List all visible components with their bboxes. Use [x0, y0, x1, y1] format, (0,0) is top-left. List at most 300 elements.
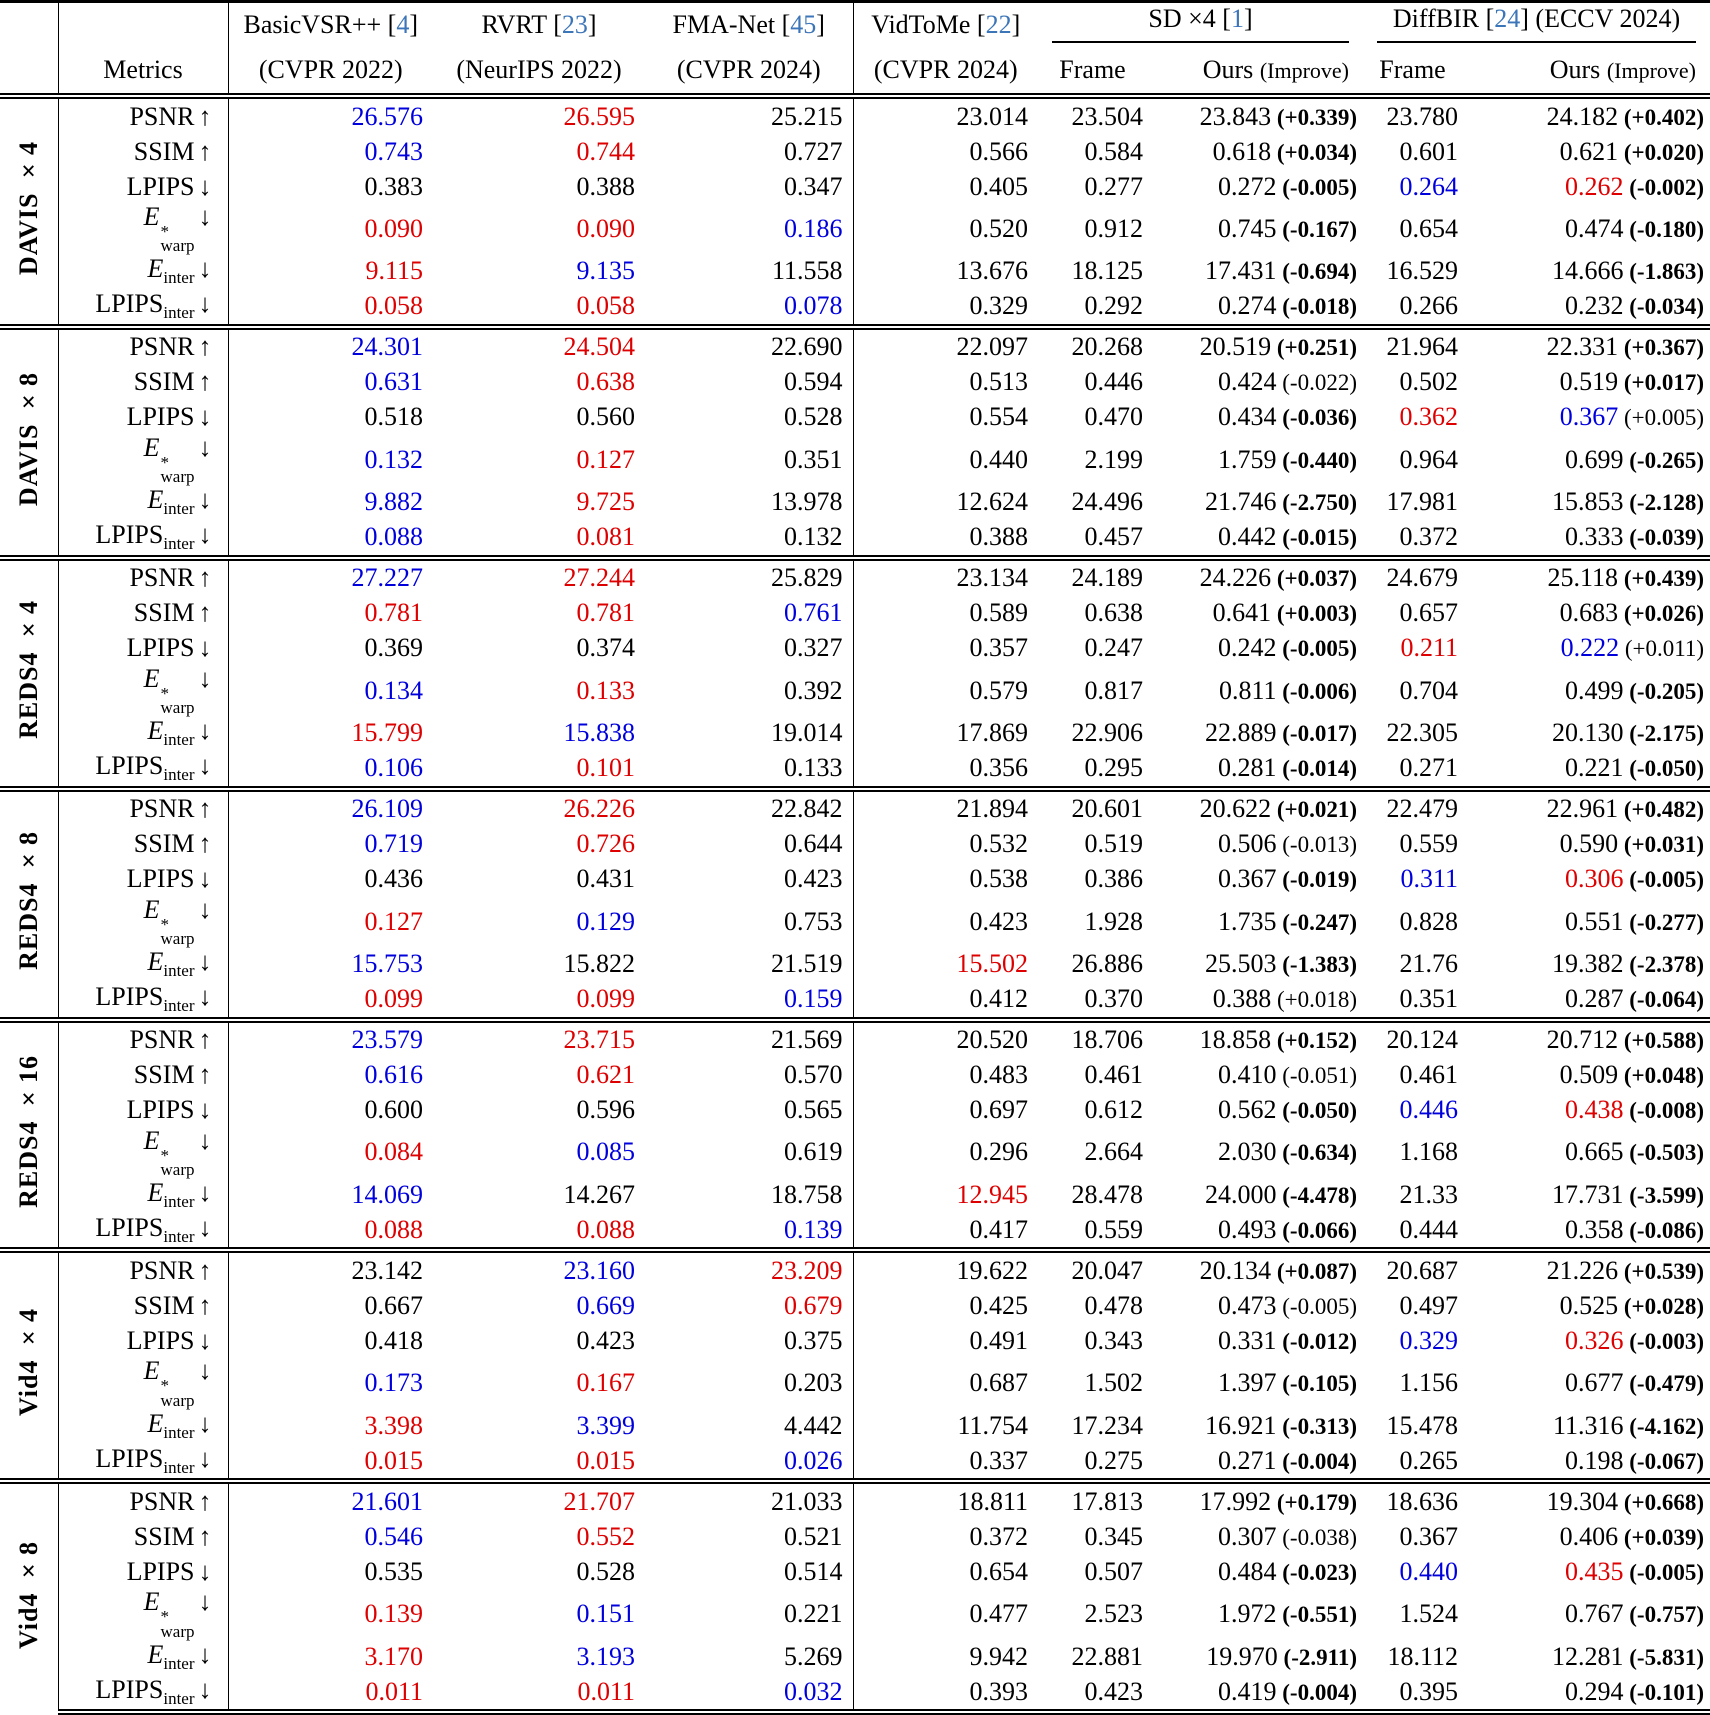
value-cell: 14.666 (-1.863) [1552, 256, 1704, 286]
value-cell: 11.754 [957, 1410, 1028, 1440]
value-cell: 0.134 [364, 675, 423, 705]
table-row [0, 666, 1710, 716]
value-cell: 0.271 [1399, 753, 1458, 783]
value-cell: 0.388 (+0.018) [1212, 984, 1357, 1013]
metric-label: $E_{inter}$ ↓ [58, 254, 228, 289]
value-cell: 1.502 [1084, 1368, 1143, 1398]
improvement-delta: (+0.048) [1618, 1063, 1704, 1088]
value-cell: 0.410 (-0.051) [1218, 1060, 1357, 1089]
value-cell: 21.519 [645, 947, 853, 982]
value-cell: 20.268 [1038, 327, 1153, 365]
citation-link[interactable]: 45 [790, 10, 817, 39]
value-cell: 0.203 [645, 1358, 853, 1408]
value-cell: 23.843 (+0.339) [1199, 101, 1357, 131]
improvement-delta: (-0.008) [1623, 1098, 1704, 1123]
arrow-down-icon: ↓ [198, 202, 212, 231]
metric-label: SSIM ↑ [58, 1058, 228, 1093]
value-cell: 0.477 [969, 1599, 1028, 1629]
arrow-up-icon: ↑ [198, 1486, 212, 1516]
metric-label: $E_{inter}$ ↓ [58, 947, 228, 982]
value-cell: 0.470 [1084, 402, 1143, 432]
table-row [0, 751, 1710, 789]
value-cell: 14.267 [563, 1179, 635, 1209]
improvement-delta: (-4.478) [1276, 1182, 1357, 1208]
arrow-down-icon: ↓ [198, 402, 212, 432]
value-cell: 18.636 [1363, 1481, 1468, 1519]
method-name: BasicVSR++ [243, 10, 382, 39]
improvement-delta: (+0.028) [1618, 1293, 1704, 1319]
value-cell: 11.316 (-4.162) [1552, 1410, 1704, 1440]
value-cell: 0.271 (-0.004) [1218, 1445, 1357, 1475]
dataset-label [0, 1250, 58, 1481]
improvement-delta: (+0.005) [1618, 405, 1704, 431]
value-cell: 0.560 [576, 402, 635, 432]
value-cell: 20.601 [1038, 789, 1153, 827]
value-cell: 0.088 [576, 1214, 635, 1244]
value-cell: 0.367 (+0.005) [1559, 402, 1704, 432]
value-cell: 23.715 [433, 1020, 645, 1058]
value-cell: 0.667 [364, 1290, 423, 1320]
improvement-delta: (+0.179) [1271, 1489, 1357, 1515]
table-row [0, 1250, 1710, 1288]
metric-label: LPIPS ↓ [58, 862, 228, 897]
metric-label: LPIPS ↓ [58, 400, 228, 435]
value-cell: 0.665 (-0.503) [1565, 1137, 1704, 1167]
arrow-down-icon: ↓ [198, 1095, 212, 1124]
improvement-delta: (-0.067) [1623, 1448, 1704, 1474]
value-cell: 24.182 (+0.402) [1546, 101, 1704, 131]
value-cell: 0.393 [853, 1674, 1038, 1712]
table-row [0, 897, 1710, 947]
improvement-delta: (-0.105) [1276, 1371, 1357, 1397]
value-cell: 26.226 [433, 789, 645, 827]
improvement-delta: (-0.005) [1623, 867, 1704, 893]
value-cell: 22.479 [1363, 789, 1468, 827]
value-cell: 22.889 (-0.017) [1205, 718, 1357, 748]
value-cell: 0.015 [364, 1445, 423, 1475]
value-cell: 0.431 [576, 864, 635, 894]
improvement-delta: (+0.037) [1271, 566, 1357, 592]
value-cell: 0.388 [969, 522, 1028, 552]
table-row [0, 1058, 1710, 1093]
value-cell: 0.612 [1084, 1095, 1143, 1124]
arrow-up-icon: ↑ [198, 1025, 212, 1054]
arrow-down-icon: ↓ [198, 751, 212, 781]
corner-cell [0, 2, 58, 48]
value-cell: 0.584 [1084, 136, 1143, 166]
value-cell: 0.242 (-0.005) [1218, 633, 1357, 663]
value-cell: 0.551 (-0.277) [1565, 906, 1704, 936]
arrow-up-icon: ↑ [198, 829, 212, 859]
value-cell: 9.725 [576, 487, 635, 517]
arrow-down-icon: ↓ [198, 1356, 212, 1386]
arrow-down-icon: ↓ [198, 1556, 212, 1586]
value-cell: 0.357 [969, 633, 1028, 663]
value-cell: 22.906 [1071, 718, 1143, 748]
metric-label: $LPIPS_{inter}$ ↓ [58, 520, 228, 558]
value-cell: 17.431 (-0.694) [1205, 256, 1357, 286]
value-cell: 0.644 [645, 827, 853, 862]
value-cell: 20.712 (+0.588) [1468, 1020, 1710, 1058]
improvement-delta: (-0.086) [1623, 1217, 1704, 1243]
value-cell: 0.596 [576, 1095, 635, 1124]
value-cell: 24.000 (-4.478) [1205, 1179, 1357, 1209]
value-cell: 2.664 [1084, 1137, 1143, 1167]
value-cell: 26.595 [563, 101, 635, 131]
value-cell: 0.351 [1399, 984, 1458, 1013]
table-row [0, 1589, 1710, 1639]
value-cell: 0.474 (-0.180) [1565, 213, 1704, 243]
citation-link[interactable]: 1 [1230, 4, 1244, 33]
value-cell: 0.275 [1084, 1445, 1143, 1475]
value-cell: 0.388 [576, 171, 635, 201]
metric-label: SSIM ↑ [58, 134, 228, 169]
value-cell: 20.047 [1038, 1250, 1153, 1288]
value-cell: 0.506 (-0.013) [1218, 829, 1357, 859]
arrow-down-icon: ↓ [198, 894, 212, 924]
value-cell: 15.853 (-2.128) [1552, 487, 1704, 517]
metric-label: SSIM ↑ [58, 596, 228, 631]
value-cell: 15.753 [351, 949, 423, 978]
value-cell: 0.638 [1084, 598, 1143, 628]
metric-label: PSNR ↑ [58, 327, 228, 365]
value-cell: 12.624 [956, 487, 1028, 517]
metric-label: $E_{inter}$ ↓ [58, 716, 228, 751]
value-cell: 23.142 [228, 1250, 433, 1288]
subcol-diffbir-ours: Ours (Improve) [1468, 47, 1710, 96]
table-row [0, 947, 1710, 982]
improvement-delta: (-0.015) [1276, 525, 1357, 551]
value-cell: 0.538 [969, 864, 1028, 894]
value-cell: 1.972 (-0.551) [1218, 1599, 1357, 1629]
value-cell: 0.425 [969, 1290, 1028, 1320]
metric-label: SSIM ↑ [58, 1519, 228, 1554]
value-cell: 23.579 [228, 1020, 433, 1058]
value-cell: 21.601 [228, 1481, 433, 1519]
value-cell: 1.759 (-0.440) [1218, 444, 1357, 474]
metric-label: $LPIPS_{inter}$ ↓ [58, 289, 228, 327]
value-cell: 0.081 [576, 522, 635, 552]
value-cell: 0.621 (+0.020) [1559, 136, 1704, 166]
value-cell: 22.331 (+0.367) [1468, 327, 1710, 365]
dataset-label-text: REDS4 ×16 [13, 1055, 43, 1208]
value-cell: 0.173 [364, 1368, 423, 1398]
table-row [0, 827, 1710, 862]
table-row [0, 204, 1710, 254]
arrow-down-icon: ↓ [198, 1674, 212, 1704]
improvement-delta: (+0.087) [1271, 1258, 1357, 1284]
table-row [0, 365, 1710, 400]
method-name: VidToMe [871, 10, 971, 39]
arrow-down-icon: ↓ [198, 1639, 212, 1669]
value-cell: 9.942 [969, 1641, 1028, 1671]
improvement-delta: (+0.439) [1618, 566, 1704, 592]
improvement-delta: (-5.831) [1623, 1644, 1704, 1670]
metric-label: E * warp ↓ [58, 435, 228, 485]
table-row [0, 169, 1710, 204]
table-row [0, 1177, 1710, 1212]
value-cell: 0.090 [576, 213, 635, 243]
table-row [0, 1093, 1710, 1128]
value-cell: 0.265 [1399, 1445, 1458, 1475]
value-cell: 0.619 [645, 1128, 853, 1178]
improvement-delta: (-0.050) [1623, 756, 1704, 782]
arrow-down-icon: ↓ [198, 254, 212, 284]
value-cell: 0.493 (-0.066) [1218, 1214, 1357, 1244]
dataset-label-text: DAVIS ×4 [13, 140, 43, 275]
improvement-delta: (+0.011) [1619, 636, 1704, 662]
value-cell: 0.106 [364, 753, 423, 783]
improvement-delta: (-0.022) [1276, 370, 1357, 396]
value-cell: 21.226 (+0.539) [1468, 1250, 1710, 1288]
value-cell: 0.266 [1399, 291, 1458, 321]
improvement-delta: (-0.066) [1276, 1217, 1357, 1243]
value-cell: 0.347 [645, 169, 853, 204]
value-cell: 1.524 [1399, 1599, 1458, 1629]
improvement-delta: (-2.378) [1623, 952, 1704, 977]
improvement-delta: (-0.003) [1623, 1328, 1704, 1354]
value-cell: 21.569 [645, 1020, 853, 1058]
value-cell: 0.327 [645, 631, 853, 666]
value-cell: 1.156 [1399, 1368, 1458, 1398]
value-cell: 0.392 [645, 666, 853, 716]
arrow-down-icon: ↓ [198, 1212, 212, 1242]
table-row [0, 96, 1710, 134]
improvement-delta: (-0.479) [1623, 1371, 1704, 1397]
improvement-delta: (-4.162) [1623, 1413, 1704, 1439]
improvement-delta: (-0.002) [1623, 174, 1704, 200]
method-name: RVRT [481, 10, 547, 39]
citation-link[interactable]: 22 [985, 10, 1012, 39]
value-cell: 1.397 (-0.105) [1218, 1368, 1357, 1398]
value-cell: 18.758 [645, 1177, 853, 1212]
value-cell: 0.743 [364, 136, 423, 166]
value-cell: 0.417 [969, 1214, 1028, 1244]
improvement-delta: (-3.599) [1623, 1182, 1704, 1208]
value-cell: 0.333 (-0.039) [1565, 522, 1704, 552]
value-cell: 20.520 [853, 1020, 1038, 1058]
table-row [0, 254, 1710, 289]
value-cell: 0.491 [969, 1325, 1028, 1355]
value-cell: 0.600 [364, 1095, 423, 1124]
improvement-delta: (-0.247) [1276, 909, 1357, 935]
value-cell: 0.519 (+0.017) [1559, 367, 1704, 397]
value-cell: 0.513 [969, 367, 1028, 397]
improvement-delta: (-0.440) [1276, 447, 1357, 473]
value-cell: 0.753 [645, 897, 853, 947]
value-cell: 0.528 [645, 400, 853, 435]
value-cell: 0.528 [576, 1556, 635, 1586]
value-cell: 0.781 [364, 598, 423, 628]
value-cell: 0.442 (-0.015) [1218, 522, 1357, 552]
dataset-label-text: Vid4 ×8 [13, 1540, 43, 1649]
arrow-down-icon: ↓ [198, 864, 212, 894]
value-cell: 0.499 (-0.205) [1565, 675, 1704, 705]
value-cell: 0.186 [645, 204, 853, 254]
value-cell: 0.744 [576, 136, 635, 166]
value-cell: 0.139 [645, 1212, 853, 1250]
value-cell: 0.484 (-0.023) [1218, 1556, 1357, 1586]
value-cell: 23.780 [1386, 101, 1458, 131]
improvement-delta: (-0.313) [1276, 1413, 1357, 1439]
value-cell: 0.811 (-0.006) [1218, 675, 1357, 705]
value-cell: 0.440 [1399, 1556, 1458, 1586]
value-cell: 0.232 (-0.034) [1565, 291, 1704, 321]
citation-link[interactable]: 23 [561, 10, 588, 39]
value-cell: 26.886 [1071, 949, 1143, 978]
value-cell: 22.097 [853, 327, 1038, 365]
value-cell: 0.167 [576, 1368, 635, 1398]
value-cell: 25.215 [645, 96, 853, 134]
value-cell: 0.132 [364, 444, 423, 474]
value-cell: 9.115 [365, 256, 423, 286]
improvement-delta: (-1.383) [1276, 952, 1357, 977]
table-row [0, 1443, 1710, 1481]
value-cell: 0.331 (-0.012) [1218, 1325, 1357, 1355]
value-cell: 0.032 [645, 1674, 853, 1712]
arrow-down-icon: ↓ [198, 520, 212, 550]
value-cell: 0.687 [969, 1368, 1028, 1398]
arrow-down-icon: ↓ [198, 981, 212, 1011]
value-cell: 0.446 [1084, 367, 1143, 397]
value-cell: 0.817 [1084, 675, 1143, 705]
value-cell: 0.423 [969, 906, 1028, 936]
dataset-label [0, 1020, 58, 1251]
value-cell: 22.961 (+0.482) [1468, 789, 1710, 827]
value-cell: 0.337 [969, 1445, 1028, 1475]
value-cell: 20.134 (+0.087) [1153, 1250, 1363, 1288]
table-row [0, 1481, 1710, 1519]
value-cell: 0.781 [576, 598, 635, 628]
improvement-delta: (-0.634) [1276, 1140, 1357, 1166]
header-row-methods [0, 2, 1710, 48]
value-cell: 21.707 [433, 1481, 645, 1519]
table-row [0, 1020, 1710, 1058]
value-cell: 18.811 [853, 1481, 1038, 1519]
value-cell: 0.535 [364, 1556, 423, 1586]
value-cell: 0.264 [1399, 171, 1458, 201]
value-cell: 0.654 [1399, 213, 1458, 243]
citation-link[interactable]: 24 [1494, 4, 1521, 33]
value-cell: 0.554 [969, 402, 1028, 432]
value-cell: 14.069 [351, 1179, 423, 1209]
value-cell: 0.405 [969, 171, 1028, 201]
value-cell: 0.423 [645, 862, 853, 897]
value-cell: 0.638 [576, 367, 635, 397]
value-cell: 0.683 (+0.026) [1559, 598, 1704, 628]
table-row [0, 134, 1710, 169]
table-row [0, 1128, 1710, 1178]
value-cell: 0.519 [1084, 829, 1143, 859]
arrow-down-icon: ↓ [198, 171, 212, 201]
improvement-delta: (+0.026) [1618, 601, 1704, 627]
value-cell: 24.189 [1038, 558, 1153, 596]
value-cell: 0.088 [364, 1214, 423, 1244]
value-cell: 20.687 [1363, 1250, 1468, 1288]
arrow-down-icon: ↓ [198, 716, 212, 746]
value-cell: 19.304 (+0.668) [1468, 1481, 1710, 1519]
value-cell: 4.442 [645, 1408, 853, 1443]
column-vidtome: VidToMe [22] [853, 2, 1038, 48]
metric-label: $LPIPS_{inter}$ ↓ [58, 982, 228, 1020]
improvement-delta: (-0.019) [1276, 867, 1357, 893]
value-cell: 0.307 (-0.038) [1218, 1521, 1357, 1551]
value-cell: 1.928 [1084, 906, 1143, 936]
table-row [0, 520, 1710, 558]
value-cell: 17.869 [956, 718, 1028, 748]
improvement-delta: (+0.020) [1618, 139, 1704, 165]
value-cell: 0.525 (+0.028) [1559, 1290, 1704, 1320]
value-cell: 0.761 [645, 596, 853, 631]
value-cell: 0.912 [1084, 213, 1143, 243]
value-cell: 0.745 (-0.167) [1218, 213, 1357, 243]
value-cell: 0.964 [1399, 444, 1458, 474]
value-cell: 28.478 [1071, 1179, 1143, 1209]
value-cell: 3.398 [364, 1410, 423, 1440]
value-cell: 24.301 [228, 327, 433, 365]
value-cell: 0.133 [645, 751, 853, 789]
improvement-delta: (-0.180) [1623, 216, 1704, 242]
value-cell: 0.406 (+0.039) [1559, 1521, 1704, 1551]
venue-fmanet: (CVPR 2024) [645, 47, 853, 96]
value-cell: 0.579 [969, 675, 1028, 705]
value-cell: 0.828 [1399, 906, 1458, 936]
table-row [0, 289, 1710, 327]
table-row [0, 1408, 1710, 1443]
arrow-down-icon: ↓ [198, 633, 212, 663]
metric-label: $LPIPS_{inter}$ ↓ [58, 1212, 228, 1250]
value-cell: 21.746 (-2.750) [1205, 487, 1357, 517]
improvement-delta: (+0.251) [1271, 335, 1357, 361]
value-cell: 23.160 [433, 1250, 645, 1288]
improvement-delta: (-2.128) [1623, 490, 1704, 516]
table-header [0, 2, 1710, 97]
subcol-sd-ours: Ours (Improve) [1153, 47, 1363, 96]
improvement-delta: (-0.167) [1276, 216, 1357, 242]
table-row [0, 558, 1710, 596]
value-cell: 0.295 [1084, 753, 1143, 783]
improvement-delta: (-0.017) [1276, 721, 1357, 747]
value-cell: 0.362 [1399, 402, 1458, 432]
arrow-down-icon: ↓ [198, 432, 212, 462]
value-cell: 0.767 (-0.757) [1565, 1599, 1704, 1629]
improvement-delta: (-0.034) [1623, 294, 1704, 320]
value-cell: 0.589 [969, 598, 1028, 628]
subcol-diffbir-frame: Frame [1363, 47, 1468, 96]
improvement-delta: (+0.017) [1618, 370, 1704, 396]
metric-label: PSNR ↑ [58, 1020, 228, 1058]
value-cell: 0.369 [364, 633, 423, 663]
citation-link[interactable]: 4 [396, 10, 410, 39]
metric-label: PSNR ↑ [58, 789, 228, 827]
value-cell: 2.199 [1084, 444, 1143, 474]
value-cell: 0.127 [364, 906, 423, 936]
metrics-header: Metrics [58, 47, 228, 96]
improvement-delta: (-0.551) [1276, 1602, 1357, 1628]
value-cell: 0.618 (+0.034) [1212, 136, 1357, 166]
value-cell: 20.622 (+0.021) [1153, 789, 1363, 827]
metric-label: E * warp ↓ [58, 1589, 228, 1639]
value-cell: 3.399 [576, 1410, 635, 1440]
value-cell: 0.127 [576, 444, 635, 474]
metric-label: SSIM ↑ [58, 1288, 228, 1323]
arrow-up-icon: ↑ [198, 563, 212, 593]
value-cell: 0.594 [645, 365, 853, 400]
value-cell: 0.058 [576, 291, 635, 321]
value-cell: 0.509 (+0.048) [1559, 1060, 1704, 1089]
table-row [0, 1288, 1710, 1323]
table-row [0, 1674, 1710, 1712]
